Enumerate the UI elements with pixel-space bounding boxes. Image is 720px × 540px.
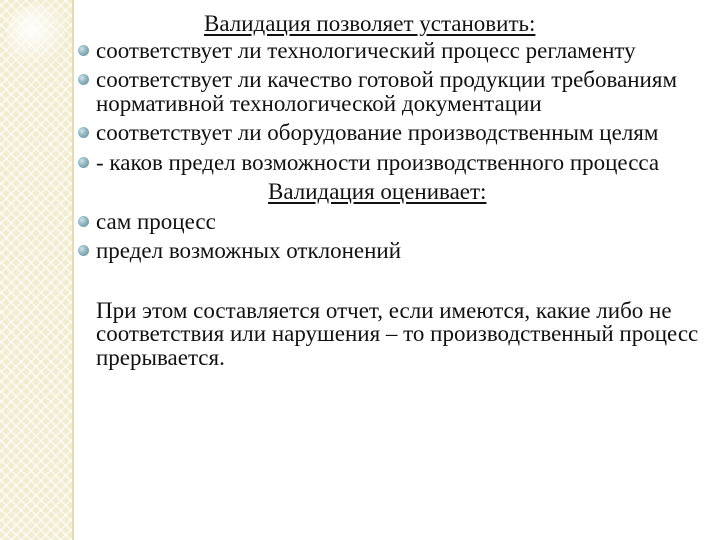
- list-item: [76, 39, 706, 63]
- list-item: [76, 210, 706, 234]
- list-item: [76, 239, 706, 263]
- list-item-text: соответствует ли технологический процесс регламенту: [96, 37, 636, 63]
- round-bullet-icon: [78, 216, 89, 227]
- round-bullet-icon: [78, 245, 89, 256]
- side-divider: [72, 0, 74, 540]
- establishes-list: [76, 39, 706, 175]
- list-item: [76, 121, 706, 145]
- list-item-text: - каков предел возможности производственного процесса: [96, 149, 660, 175]
- evaluates-list: [76, 210, 706, 263]
- round-bullet-icon: [78, 45, 89, 56]
- decorative-side-strip: [0, 0, 72, 540]
- list-item-text: соответствует ли качество готовой продукции требованиям нормативной технологической документации: [96, 67, 677, 116]
- closing-paragraph: При этом составляется отчет, если имеются, какие либо не соответствия или нарушения – то производственный процесс прерывается.: [96, 297, 699, 370]
- list-item-text: сам процесс: [96, 208, 216, 234]
- decorative-orb: [6, 4, 70, 68]
- list-item-text: соответствует ли оборудование производственным целям: [96, 120, 659, 145]
- list-item-text: предел возможных отклонений: [96, 238, 402, 263]
- round-bullet-icon: [78, 74, 89, 85]
- round-bullet-icon: [78, 157, 89, 168]
- heading-validation-establishes: Валидация позволяет установить:: [204, 11, 536, 36]
- list-item: [76, 68, 706, 115]
- slide-content: [76, 12, 706, 392]
- round-bullet-icon: [78, 127, 89, 138]
- heading-validation-evaluates: Валидация оценивает:: [268, 179, 487, 204]
- list-item: [76, 151, 706, 175]
